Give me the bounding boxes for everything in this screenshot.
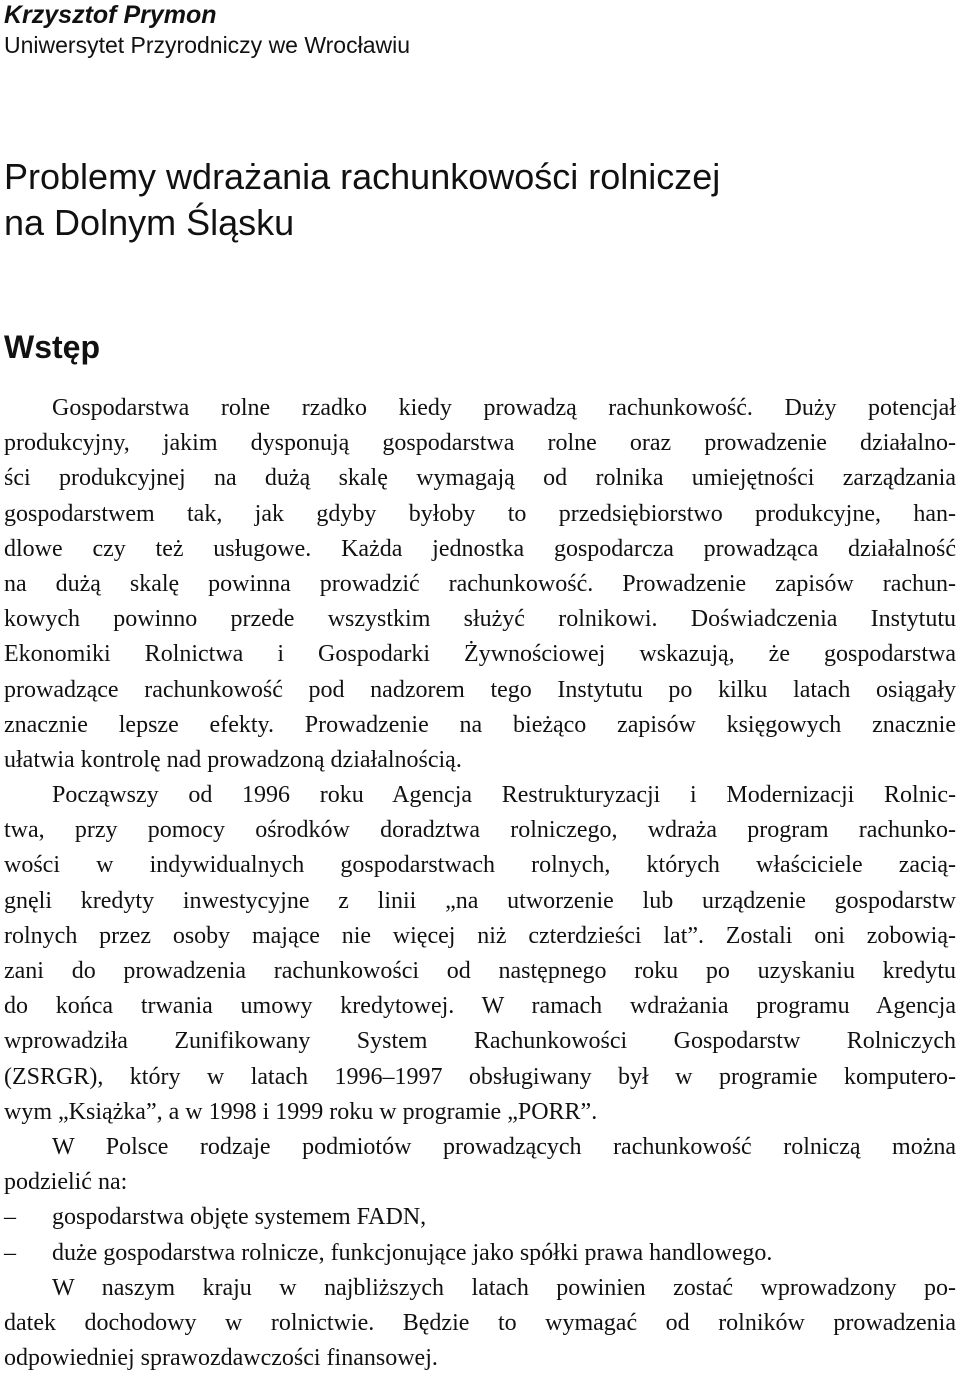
text-line: W Polsce rodzaje podmiotów prowadzących rachunkowość rolniczą można <box>52 1133 956 1160</box>
text-line: wości w indywidualnych gospodarstwach rolnych, których właściciele zacią- <box>4 852 956 879</box>
text-line: Ekonomiki Rolnictwa i Gospodarki Żywnościowej wskazują, że gospodarstwa <box>4 641 956 668</box>
article-title <box>4 154 956 246</box>
paragraph-3 <box>4 1130 956 1200</box>
document-page <box>4 0 956 1376</box>
text-line: (ZSRGR), który w latach 1996–1997 obsługiwany był w programie komputero- <box>4 1063 956 1090</box>
text-line: produkcyjny, jakim dysponują gospodarstwa rolne oraz prowadzenie działalno- <box>4 430 956 457</box>
text-line: W naszym kraju w najbliższych latach powinien zostać wprowadzony po- <box>52 1274 956 1301</box>
list-item-text: gospodarstwa objęte systemem FADN, <box>52 1204 427 1231</box>
text-line: ułatwia kontrolę nad prowadzoną działalnością. <box>4 746 462 773</box>
text-line: na dużą skalę powinna prowadzić rachunkowość. Prowadzenie zapisów rachun- <box>4 570 956 597</box>
text-line: kowych powinno przede wszystkim służyć rolnikowi. Doświadczenia Instytutu <box>4 606 956 633</box>
paragraph-1 <box>4 391 956 778</box>
section-heading: Wstęp <box>4 329 100 365</box>
list-item <box>4 1200 956 1235</box>
text-line: Gospodarstwa rolne rzadko kiedy prowadzą rachunkowość. Duży potencjał <box>52 395 956 421</box>
paragraph-4 <box>4 1271 956 1377</box>
text-line: twa, przy pomocy ośrodków doradztwa rolniczego, wdraża program rachunko- <box>4 817 956 844</box>
title-line: na Dolnym Śląsku <box>4 202 295 243</box>
text-line: rolnych przez osoby mające nie więcej niż czterdzieści lat”. Zostali oni zobowią- <box>4 922 956 949</box>
text-line: zani do prowadzenia rachunkowości od następnego roku po uzyskaniu kredytu <box>4 958 956 984</box>
text-line: podzielić na: <box>4 1169 128 1196</box>
text-line: znacznie lepsze efekty. Prowadzenie na bieżąco zapisów księgowych znacznie <box>4 711 956 738</box>
text-line: odpowiedniej sprawozdawczości finansowej. <box>4 1345 438 1372</box>
list-item <box>4 1236 956 1271</box>
text-line: do końca trwania umowy kredytowej. W ramach wdrażania programu Agencja <box>4 993 956 1020</box>
list-item-text: duże gospodarstwa rolnicze, funkcjonujące jako spółki prawa handlowego. <box>52 1239 773 1266</box>
text-line: prowadzące rachunkowość pod nadzorem tego Instytutu po kilku latach osiągały <box>4 676 956 703</box>
title-line: Problemy wdrażania rachunkowości rolniczej <box>4 156 721 197</box>
text-line: gnęli kredyty inwestycyjne z linii „na utworzenie lub urządzenie gospodarstw <box>4 887 956 914</box>
text-line: wym „Książka”, a w 1998 i 1999 roku w programie „PORR”. <box>4 1098 598 1125</box>
text-line: gospodarstwem tak, jak gdyby byłoby to przedsiębiorstwo produkcyjne, han- <box>4 500 956 527</box>
text-line: ści produkcyjnej na dużą skalę wymagają od rolnika umiejętności zarządzania <box>4 465 956 492</box>
text-line: dlowe czy też usługowe. Każda jednostka gospodarcza prowadząca działalność <box>4 535 956 562</box>
article-body <box>4 391 956 1376</box>
author-name: Krzysztof Prymon <box>4 1 217 29</box>
text-line: Począwszy od 1996 roku Agencja Restrukturyzacji i Modernizacji Rolnic- <box>52 782 956 809</box>
text-line: wprowadziła Zunifikowany System Rachunkowości Gospodarstw Rolniczych <box>4 1028 956 1055</box>
dash-bullet: – <box>4 1204 16 1231</box>
bullet-list <box>4 1200 956 1270</box>
text-line: datek dochodowy w rolnictwie. Będzie to wymagać od rolników prowadzenia <box>4 1309 956 1336</box>
author-affiliation: Uniwersytet Przyrodniczy we Wrocławiu <box>4 32 411 58</box>
paragraph-2 <box>4 778 956 1130</box>
dash-bullet: – <box>4 1239 16 1266</box>
